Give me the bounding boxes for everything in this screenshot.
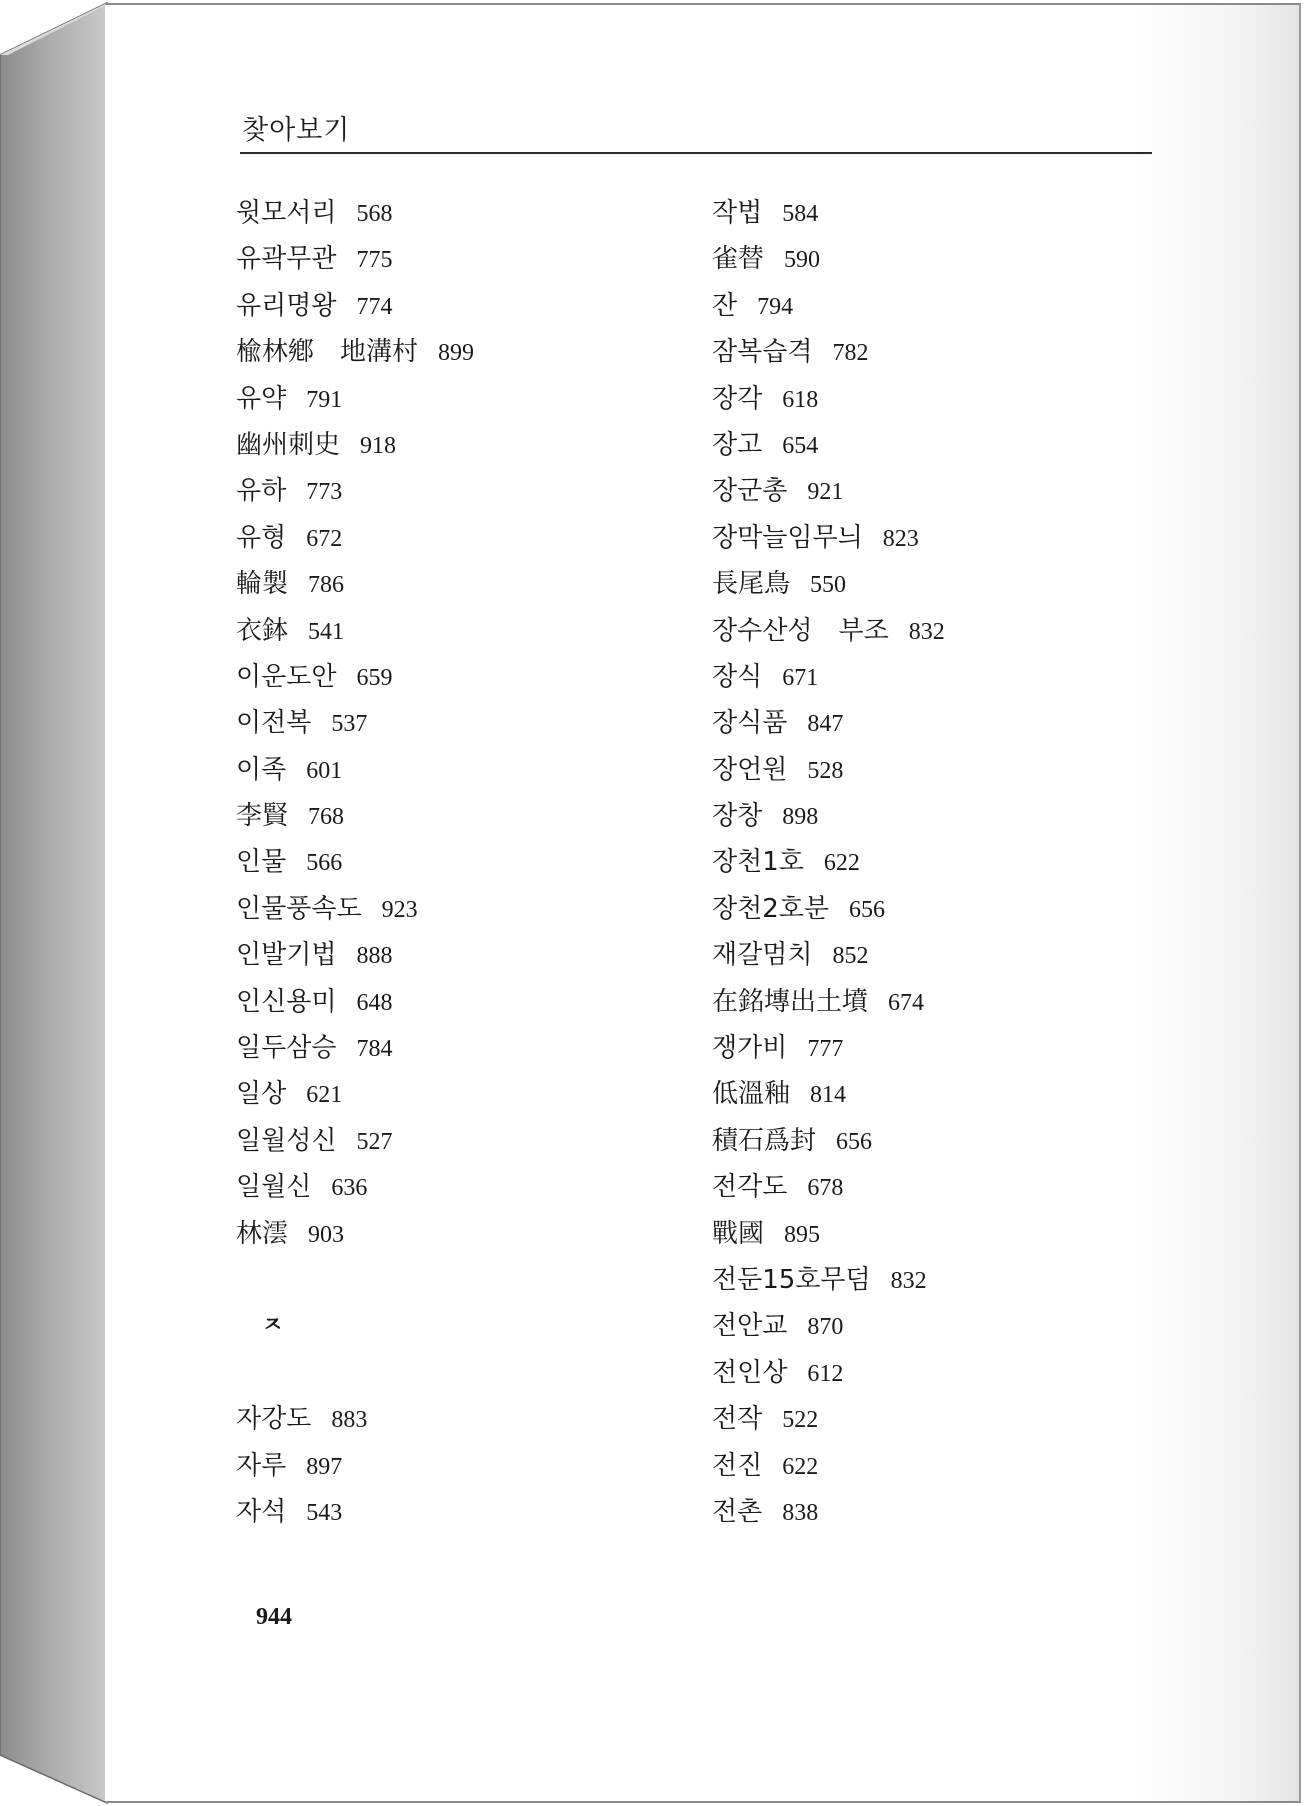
- page-number: 944: [256, 1604, 292, 1630]
- index-term: 잔: [712, 290, 738, 321]
- index-entry: [712, 608, 945, 654]
- index-entry: [712, 1303, 945, 1349]
- index-entry: [712, 236, 945, 282]
- index-term: 일두삼승: [236, 1033, 337, 1064]
- index-entry: [712, 839, 945, 885]
- index-term: 장식품: [712, 708, 788, 739]
- index-term: 전인상: [712, 1357, 788, 1388]
- index-page-ref: 774: [356, 293, 393, 320]
- index-term: 장식: [712, 661, 763, 692]
- index-term: 재갈멈치: [712, 940, 813, 971]
- index-entry: [236, 1396, 474, 1442]
- index-entry: [236, 700, 474, 746]
- index-entry: [236, 283, 474, 329]
- index-term: 자강도: [236, 1404, 312, 1435]
- index-page-ref: 590: [784, 247, 821, 274]
- index-page-ref: 622: [782, 1453, 819, 1480]
- index-page-ref: 847: [807, 711, 844, 738]
- index-entry: [712, 329, 945, 375]
- index-term: 전작: [712, 1404, 763, 1435]
- index-term: 幽州刺史: [236, 429, 341, 460]
- index-page-ref: 895: [784, 1221, 821, 1248]
- index-page-ref: 791: [306, 386, 343, 413]
- index-entry: [236, 839, 474, 885]
- index-entry: [712, 700, 945, 746]
- index-page-ref: 773: [306, 479, 343, 506]
- index-term: 쟁가비: [712, 1033, 788, 1064]
- index-entry: [236, 468, 474, 514]
- index-term: 인발기법: [236, 940, 337, 971]
- index-page-ref: 852: [832, 943, 869, 970]
- index-term: 전촌: [712, 1496, 763, 1527]
- index-page-ref: 550: [810, 572, 847, 599]
- index-page-ref: 903: [308, 1221, 345, 1248]
- index-entry: [236, 236, 474, 282]
- index-page-ref: 672: [306, 525, 343, 552]
- index-entry: [712, 1025, 945, 1071]
- index-entry: [236, 608, 474, 654]
- index-entry: [712, 468, 945, 514]
- index-entry: [236, 979, 474, 1025]
- index-term: 유하: [236, 476, 287, 507]
- index-page-ref: 601: [306, 757, 343, 784]
- index-page-ref: 584: [782, 201, 819, 227]
- index-page-ref: 832: [908, 618, 945, 645]
- index-term: 장각: [712, 383, 763, 414]
- index-entry: [712, 515, 945, 561]
- index-term: 이운도안: [236, 661, 337, 692]
- index-entry: [236, 190, 474, 236]
- index-page-ref: 656: [836, 1128, 873, 1155]
- index-term: 전진: [712, 1450, 763, 1481]
- index-page-ref: 775: [356, 247, 393, 274]
- index-term: 일월신: [236, 1172, 312, 1203]
- index-entry: [236, 422, 474, 468]
- index-page-ref: 671: [782, 664, 819, 691]
- section-spacer: [236, 1257, 474, 1303]
- index-term: 장언원: [712, 754, 788, 785]
- index-entry: [712, 1164, 945, 1210]
- book-spine-graphic: [0, 0, 110, 1806]
- index-term: 장천2호분: [712, 893, 830, 924]
- index-page-ref: 898: [782, 804, 819, 831]
- index-term: 작법: [712, 198, 763, 228]
- index-term: 장군총: [712, 476, 788, 507]
- index-term: 유리명왕: [236, 290, 337, 321]
- index-term: 雀替: [712, 244, 765, 275]
- index-term: 전안교: [712, 1311, 788, 1342]
- index-term: 일상: [236, 1079, 287, 1110]
- index-entry: [712, 1118, 945, 1164]
- index-page-ref: 897: [306, 1453, 343, 1480]
- index-page-ref: 527: [356, 1128, 393, 1155]
- index-entry: [236, 1025, 474, 1071]
- index-entry: [712, 190, 945, 236]
- index-column-right: [712, 190, 945, 1535]
- index-page-ref: 838: [782, 1499, 819, 1526]
- index-term: 이족: [236, 754, 287, 785]
- index-entry: [236, 1443, 474, 1489]
- index-entry: [712, 1489, 945, 1535]
- index-page-ref: 923: [381, 896, 418, 923]
- index-page-ref: 899: [438, 340, 475, 367]
- index-entry: [712, 1211, 945, 1257]
- index-page-ref: 618: [782, 386, 819, 413]
- index-entry: [236, 793, 474, 839]
- index-entry: [236, 747, 474, 793]
- index-page-ref: 888: [356, 943, 393, 970]
- index-entry: [712, 979, 945, 1025]
- index-entry: [712, 1350, 945, 1396]
- index-term: 자석: [236, 1496, 287, 1527]
- index-page-ref: 648: [356, 989, 393, 1016]
- index-page-ref: 883: [331, 1407, 368, 1434]
- index-entry: [236, 1211, 474, 1257]
- index-term: 低溫釉: [712, 1079, 791, 1110]
- index-page-ref: 522: [782, 1407, 819, 1434]
- index-term: 戰國: [712, 1218, 765, 1249]
- index-page-ref: 654: [782, 432, 819, 459]
- index-page-ref: 674: [888, 989, 925, 1016]
- index-entry: [712, 1443, 945, 1489]
- index-page-ref: 870: [807, 1314, 844, 1341]
- index-term: 積石爲封: [712, 1125, 817, 1156]
- index-page-ref: 528: [807, 757, 844, 784]
- index-term: 유형: [236, 522, 287, 553]
- index-page-ref: 543: [306, 1499, 343, 1526]
- index-term: 楡林鄕 地溝村: [236, 337, 419, 368]
- index-entry: [712, 1071, 945, 1117]
- index-page-ref: 612: [807, 1360, 844, 1387]
- index-entry: [712, 422, 945, 468]
- index-term: 윗모서리: [236, 198, 337, 228]
- index-term: 유약: [236, 383, 287, 414]
- index-page-ref: 823: [882, 525, 919, 552]
- index-entry: [236, 932, 474, 978]
- index-term: 林澐: [236, 1218, 289, 1249]
- index-term: 장수산성 부조: [712, 615, 889, 646]
- page-header-title: 찾아보기: [242, 115, 351, 146]
- index-page-ref: 566: [306, 850, 343, 877]
- index-term: 衣鉢: [236, 615, 289, 646]
- index-page-ref: 814: [810, 1082, 847, 1109]
- section-letter-heading: ㅈ: [262, 1313, 284, 1339]
- index-page-ref: 918: [360, 432, 397, 459]
- index-entry: [712, 376, 945, 422]
- index-entry: [712, 747, 945, 793]
- index-entry: [712, 1396, 945, 1442]
- index-term: 장천1호: [712, 847, 804, 878]
- index-entry: [236, 1118, 474, 1164]
- index-term: 유곽무관: [236, 244, 337, 275]
- index-page-ref: 768: [308, 804, 345, 831]
- index-entry: [236, 1071, 474, 1117]
- index-term: 인신용미: [236, 986, 337, 1017]
- index-page-ref: 636: [331, 1175, 368, 1202]
- index-page-ref: 784: [356, 1036, 393, 1063]
- index-page-ref: 541: [308, 618, 345, 645]
- index-entry: [712, 1257, 945, 1303]
- header-rule: [240, 152, 1152, 154]
- index-entry: [712, 561, 945, 607]
- index-term: 輪製: [236, 569, 289, 600]
- index-entry: [236, 654, 474, 700]
- index-term: 인물: [236, 847, 287, 878]
- index-page-ref: 568: [356, 201, 393, 227]
- index-entry: [236, 561, 474, 607]
- index-term: 인물풍속도: [236, 893, 362, 924]
- index-page-ref: 537: [331, 711, 368, 738]
- index-page-ref: 678: [807, 1175, 844, 1202]
- index-page-ref: 621: [306, 1082, 343, 1109]
- index-entry: [236, 1164, 474, 1210]
- index-term: 長尾鳥: [712, 569, 791, 600]
- index-page-ref: 659: [356, 664, 393, 691]
- index-entry: [712, 932, 945, 978]
- index-page-ref: 921: [807, 479, 844, 506]
- index-term: 장창: [712, 801, 763, 832]
- index-term: 전각도: [712, 1172, 788, 1203]
- index-page-ref: 622: [823, 850, 860, 877]
- index-entry: [712, 283, 945, 329]
- index-entry: [712, 793, 945, 839]
- index-entry: [236, 886, 474, 932]
- index-term: 李賢: [236, 801, 289, 832]
- index-term: 전둔15호무덤: [712, 1264, 871, 1295]
- index-page-ref: 656: [849, 896, 886, 923]
- index-page-ref: 777: [807, 1036, 844, 1063]
- index-page-ref: 786: [308, 572, 345, 599]
- book-spine: [0, 0, 110, 1806]
- index-term: 일월성신: [236, 1125, 337, 1156]
- index-entry: [712, 886, 945, 932]
- index-page-ref: 794: [757, 293, 794, 320]
- index-term: 在銘塼出土墳: [712, 986, 869, 1017]
- index-term: 잠복습격: [712, 337, 813, 368]
- index-entry: [236, 515, 474, 561]
- index-term: 자루: [236, 1450, 287, 1481]
- index-page-ref: 832: [890, 1267, 927, 1294]
- index-term: 장고: [712, 429, 763, 460]
- index-entry: [236, 329, 474, 375]
- index-page-ref: 782: [832, 340, 869, 367]
- index-entry: [236, 1489, 474, 1535]
- section-spacer: [236, 1350, 474, 1396]
- index-column-left: [236, 190, 474, 1535]
- index-entry: [236, 376, 474, 422]
- index-term: 이전복: [236, 708, 312, 739]
- index-term: 장막늘임무늬: [712, 522, 863, 553]
- index-entry: [712, 654, 945, 700]
